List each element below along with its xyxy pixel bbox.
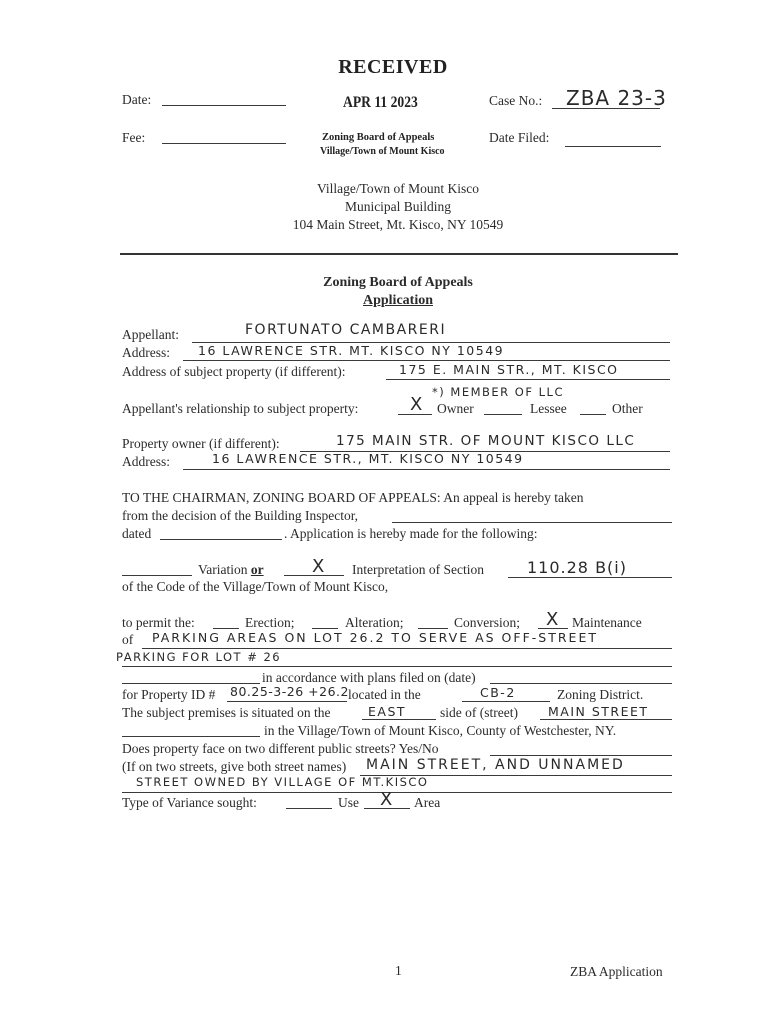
code-line: of the Code of the Village/Town of Mount Kisco, <box>122 579 389 594</box>
two-streets-label: (If on two streets, give both street names) <box>122 759 347 774</box>
interp-mark: X <box>312 556 326 577</box>
municipality-name: Village/Town of Mount Kisco <box>316 181 480 196</box>
of-label: of <box>122 632 134 647</box>
plans-date-line <box>490 683 672 684</box>
section-line <box>508 577 672 578</box>
conversion-label: Conversion; <box>454 615 520 630</box>
case-label: Case No.: <box>489 93 543 108</box>
district-line <box>462 701 550 702</box>
lessee-blank <box>484 414 522 415</box>
property-owner-label: Property owner (if different): <box>122 436 280 451</box>
appellant-value: FORTUNATO CAMBARERI <box>245 322 447 338</box>
district-label: Zoning District. <box>557 687 644 702</box>
appellant-address-value: 16 LAWRENCE STR. MT. KISCO NY 10549 <box>198 343 505 358</box>
other-label: Other <box>612 401 643 416</box>
street-value: MAIN STREET <box>548 704 649 719</box>
district-value: CB-2 <box>480 685 516 700</box>
two-streets-line2 <box>122 792 672 793</box>
alteration-label: Alteration; <box>345 615 404 630</box>
owner-mark: X <box>410 394 424 415</box>
erection-label: Erection; <box>245 615 295 630</box>
subject-property-value: 175 E. MAIN STR., MT. KISCO <box>399 362 619 377</box>
erection-blank <box>213 628 239 629</box>
date-filed-line <box>565 146 661 147</box>
owner-address-value: 16 LAWRENCE STR., MT. KISCO NY 10549 <box>212 451 524 466</box>
received-stamp <box>318 56 468 79</box>
owner-label: Owner <box>437 401 474 416</box>
two-streets-value1: MAIN STREET, AND UNNAMED <box>366 757 625 773</box>
two-streets-question: Does property face on two different public streets? Yes/No <box>122 741 439 756</box>
property-id-line <box>227 701 347 702</box>
case-value: ZBA 23-3 <box>566 86 667 110</box>
village-blank <box>122 736 260 737</box>
section-value: 110.28 B(i) <box>527 558 627 577</box>
permit-desc1: PARKING AREAS ON LOT 26.2 TO SERVE AS OFF-STREET <box>152 630 598 645</box>
document-name: ZBA Application <box>570 964 663 979</box>
appellant-label: Appellant: <box>122 327 179 342</box>
page-number: 1 <box>395 963 402 978</box>
maintenance-mark: X <box>546 609 560 630</box>
situated-label: The subject premises is situated on the <box>122 705 331 720</box>
use-label: Use <box>338 795 359 810</box>
variance-type-label: Type of Variance sought: <box>122 795 257 810</box>
appellant-address-line <box>183 360 670 361</box>
appeal-line3: . Application is hereby made for the following: <box>284 526 538 541</box>
other-blank <box>580 414 606 415</box>
stamp-line1: Zoning Board of Appeals <box>322 132 435 143</box>
member-note: *) MEMBER OF LLC <box>432 385 564 399</box>
date-line <box>162 105 286 106</box>
subject-property-label: Address of subject property (if different): <box>122 364 346 379</box>
fee-line <box>162 143 286 144</box>
plans-label: in accordance with plans filed on (date) <box>262 670 476 685</box>
form-subtitle: Application <box>362 293 433 308</box>
side-label: side of (street) <box>440 705 518 720</box>
municipal-building: Municipal Building <box>344 199 452 214</box>
maintenance-label: Maintenance <box>572 615 642 630</box>
property-id-label: for Property ID # <box>122 687 216 702</box>
variation-text: Variation <box>198 562 248 577</box>
subject-property-line <box>386 379 670 380</box>
property-owner-value: 175 MAIN STR. OF MOUNT KISCO LLC <box>336 433 636 449</box>
permit-desc2-line <box>122 666 672 667</box>
owner-address-label: Address: <box>122 454 170 469</box>
form-title: Zoning Board of Appeals <box>323 275 473 290</box>
permit-desc1-line <box>142 648 672 649</box>
permit-label: to permit the: <box>122 615 195 630</box>
lessee-label: Lessee <box>530 401 567 416</box>
use-blank <box>286 808 332 809</box>
area-label: Area <box>414 795 441 810</box>
relationship-label: Appellant's relationship to subject property: <box>122 401 359 416</box>
street-line <box>540 719 672 720</box>
conversion-blank <box>418 628 448 629</box>
area-mark: X <box>380 789 394 810</box>
or-text: or <box>250 562 264 577</box>
interpretation-label: Interpretation of Section <box>352 562 484 577</box>
two-streets-answer-line <box>490 755 672 756</box>
stamp-line2: Village/Town of Mount Kisco <box>320 146 445 157</box>
dated-line <box>160 539 282 540</box>
municipal-address: 104 Main Street, Mt. Kisco, NY 10549 <box>292 217 504 232</box>
variation-blank <box>122 575 192 576</box>
side-line <box>362 719 436 720</box>
header-divider <box>120 253 678 255</box>
date-filed-label: Date Filed: <box>489 130 550 145</box>
located-label: located in the <box>348 687 421 702</box>
village-line: in the Village/Town of Mount Kisco, County of Westchester, NY. <box>264 723 617 738</box>
two-streets-value2: STREET OWNED BY VILLAGE OF MT.KISCO <box>136 775 429 789</box>
dated-label: dated <box>122 526 152 541</box>
appeal-line2: from the decision of the Building Inspector, <box>122 508 359 523</box>
stamp-received: RECEIVED <box>338 56 448 78</box>
date-label: Date: <box>122 92 152 107</box>
appellant-address-label: Address: <box>122 345 170 360</box>
variation-label <box>198 562 264 578</box>
appeal-line1: TO THE CHAIRMAN, ZONING BOARD OF APPEALS: An appeal is hereby taken <box>122 490 584 505</box>
stamp-date: APR 11 2023 <box>343 94 418 111</box>
inspector-line <box>392 522 672 523</box>
property-id-value: 80.25-3-26 +26.2 <box>230 684 349 699</box>
side-value: EAST <box>368 704 407 719</box>
permit-desc2: PARKING FOR LOT # 26 <box>116 650 282 664</box>
fee-label: Fee: <box>122 130 146 145</box>
alteration-blank <box>312 628 338 629</box>
owner-address-line <box>183 469 670 470</box>
case-line <box>552 108 660 109</box>
